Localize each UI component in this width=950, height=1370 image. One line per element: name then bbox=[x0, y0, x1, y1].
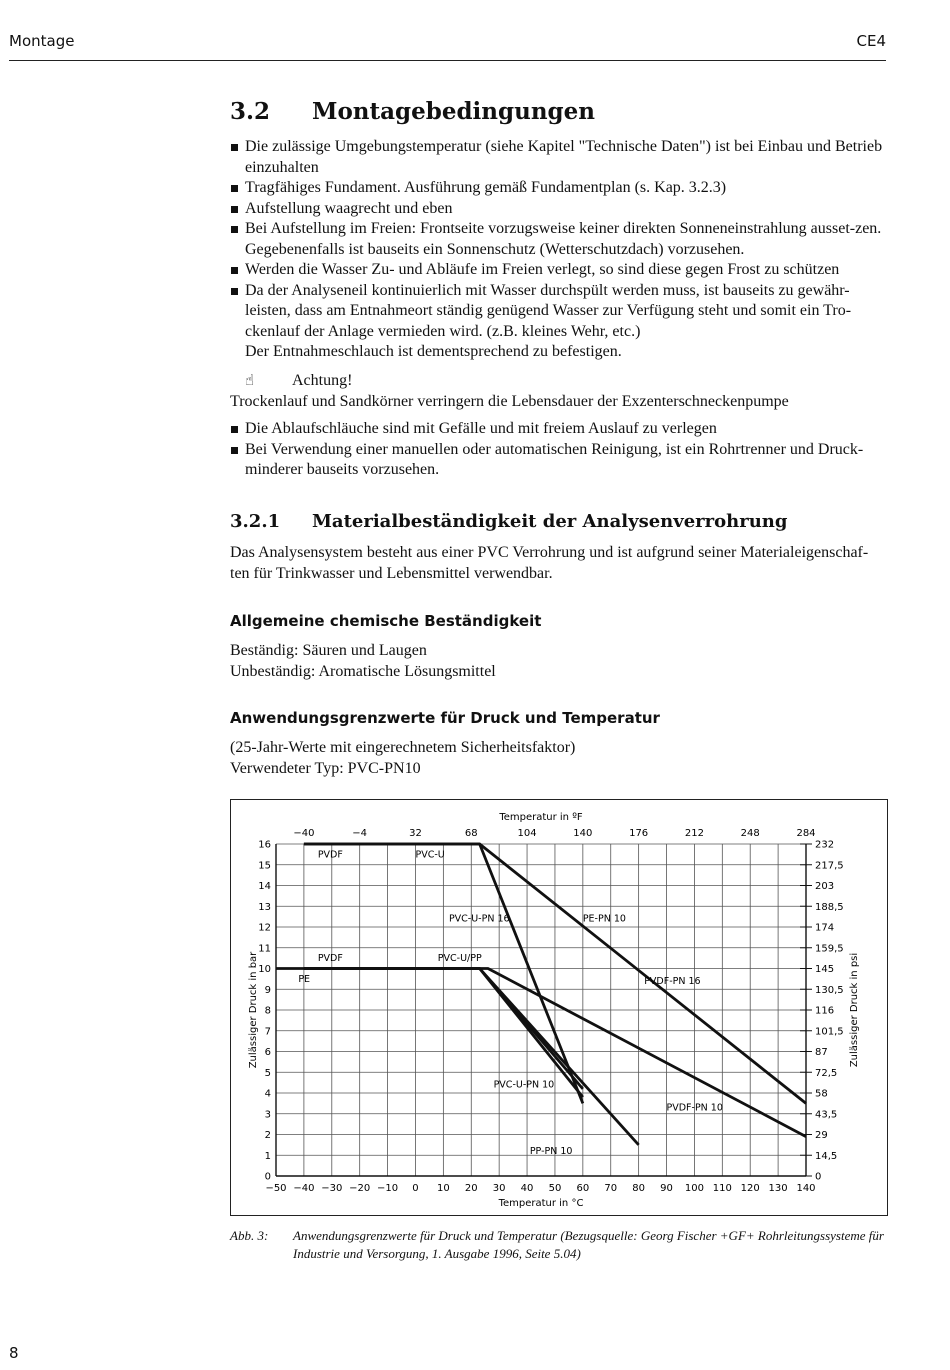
y-tick-label-right: 87 bbox=[815, 1047, 828, 1058]
y-axis-label: Zulässiger Druck in bar bbox=[248, 951, 259, 1069]
y-tick-label: 5 bbox=[264, 1067, 271, 1079]
y-tick-label: 4 bbox=[264, 1088, 271, 1100]
x-tick-label: −30 bbox=[321, 1183, 343, 1194]
list-item: Bei Aufstellung im Freien: Frontseite vorzugsweise keiner direkten Sonneneinstrahlung ausset-zen. Gegebenenfalls ist bauseits ein Sonnenschutz (Wetterschutzdach) vorzusehen. bbox=[230, 219, 887, 260]
attention-text: Trockenlauf und Sandkörner verringern die Lebensdauer der Exzenterschneckenpumpe bbox=[230, 392, 789, 410]
x-axis-label-top: Temperatur in ºF bbox=[499, 812, 583, 823]
x-tick-label: 120 bbox=[740, 1183, 760, 1194]
x-tick-label: 40 bbox=[520, 1183, 534, 1194]
chart-annotation: PVDF-PN 10 bbox=[666, 1102, 723, 1114]
y-tick-label: 16 bbox=[258, 839, 271, 851]
y-tick-label: 0 bbox=[264, 1171, 271, 1183]
y-tick-label-right: 159,5 bbox=[815, 943, 844, 955]
y-tick-label-right: 130,5 bbox=[815, 984, 844, 996]
list-item: Werden die Wasser Zu- und Abläufe im Freien verlegt, so sind diese gegen Frost zu schützen bbox=[230, 260, 887, 281]
x-tick-label-top: −40 bbox=[293, 828, 315, 839]
x-tick-label: −10 bbox=[377, 1183, 399, 1194]
x-axis-label: Temperatur in °C bbox=[498, 1198, 584, 1209]
chemical-resistance-text bbox=[230, 641, 496, 682]
hand-pointer-icon: ☝ bbox=[245, 371, 255, 389]
y-tick-label: 14 bbox=[258, 881, 271, 892]
y-tick-label-right: 14,5 bbox=[815, 1150, 838, 1162]
y-tick-label: 7 bbox=[264, 1026, 271, 1038]
list-item: Bei Verwendung einer manuellen oder automatischen Reinigung, ist ein Rohrtrenner und Druck-minderer bauseits vorzusehen. bbox=[230, 440, 887, 481]
y-tick-label-right: 174 bbox=[815, 922, 835, 934]
y-tick-label: 11 bbox=[258, 943, 271, 955]
bullet-list-2 bbox=[230, 419, 887, 481]
x-tick-label-top: 284 bbox=[796, 828, 816, 839]
section-number: 3.2 bbox=[230, 98, 271, 125]
list-item: Die zulässige Umgebungstemperatur (siehe Kapitel "Technische Daten") ist bei Einbau und Betrieb einzuhalten bbox=[230, 137, 887, 178]
x-tick-label-top: 104 bbox=[517, 828, 537, 839]
x-tick-label: 100 bbox=[684, 1183, 704, 1194]
chart-annotation: PE bbox=[298, 973, 311, 985]
x-tick-label: 60 bbox=[576, 1183, 590, 1194]
chart-frame bbox=[230, 799, 888, 1216]
caption-text: Anwendungsgrenzwerte für Druck und Temperatur (Bezugsquelle: Georg Fischer +GF+ Rohrleitungssysteme für Industrie und Versorgung, 1. Ausgabe 1996, Seite 5.04) bbox=[293, 1228, 884, 1261]
y-tick-label: 12 bbox=[258, 922, 271, 934]
x-tick-label-top: 32 bbox=[409, 828, 422, 839]
page-number: 8 bbox=[9, 1344, 19, 1362]
subsection-title: Materialbeständigkeit der Analysenverrohrung bbox=[312, 511, 788, 532]
y-tick-label-right: 116 bbox=[815, 1005, 835, 1017]
x-tick-label: 10 bbox=[437, 1183, 450, 1194]
list-item: Aufstellung waagrecht und eben bbox=[230, 199, 887, 220]
chart-annotation: PE-PN 10 bbox=[582, 913, 626, 925]
chart-annotation: PVC-U bbox=[415, 849, 445, 861]
x-tick-label-top: 248 bbox=[740, 828, 760, 839]
x-tick-label: 80 bbox=[632, 1183, 645, 1194]
subsection-number: 3.2.1 bbox=[230, 511, 281, 532]
chem-line: Unbeständig: Aromatische Lösungsmittel bbox=[230, 662, 496, 680]
y-tick-label-right: 29 bbox=[815, 1130, 828, 1141]
caption-label: Abb. 3: bbox=[230, 1228, 269, 1243]
x-tick-label-top: 140 bbox=[573, 828, 593, 839]
x-tick-label: 0 bbox=[412, 1183, 419, 1194]
y-tick-label-right: 232 bbox=[815, 839, 835, 851]
y-tick-label: 1 bbox=[264, 1150, 271, 1162]
y-tick-label-right: 101,5 bbox=[815, 1026, 844, 1038]
limits-text bbox=[230, 738, 575, 779]
x-tick-label-top: 68 bbox=[464, 828, 478, 839]
x-tick-label: 30 bbox=[492, 1183, 506, 1194]
x-tick-label: 110 bbox=[712, 1183, 732, 1194]
y-tick-label-right: 58 bbox=[815, 1088, 828, 1100]
list-item: Da der Analyseneil kontinuierlich mit Wasser durchspült werden muss, ist bauseits zu gewähr-leisten, dass am Entnahmeort ständig genügend Wasser zur Verfügung steht und somit ein Tro-ckenlauf der Anlage vermieden wird. (z.B. kleines Wehr, etc.) bbox=[230, 281, 887, 343]
chem-line: Beständig: Säuren und Laugen bbox=[230, 642, 427, 659]
y-tick-label: 2 bbox=[264, 1130, 271, 1141]
y-tick-label: 10 bbox=[258, 964, 271, 975]
x-tick-label: 140 bbox=[796, 1183, 816, 1194]
header-rule bbox=[9, 60, 886, 61]
x-tick-label-top: −4 bbox=[352, 828, 368, 839]
y-tick-label-right: 217,5 bbox=[815, 860, 844, 872]
chart-annotation: PVDF bbox=[317, 953, 343, 965]
chart-annotation: PP-PN 10 bbox=[529, 1146, 573, 1158]
chart-annotation: PVC-U-PN 16 bbox=[448, 913, 510, 925]
chart-annotation: PVC-U/PP bbox=[437, 953, 482, 965]
x-tick-label: −40 bbox=[293, 1183, 315, 1194]
attention-note bbox=[230, 370, 885, 412]
y-tick-label-right: 43,5 bbox=[815, 1109, 838, 1121]
attention-label: Achtung! bbox=[292, 372, 353, 389]
x-tick-label-top: 212 bbox=[684, 828, 704, 839]
heading-chemical-resistance: Allgemeine chemische Beständigkeit bbox=[230, 612, 542, 630]
heading-limits: Anwendungsgrenzwerte für Druck und Temperatur bbox=[230, 709, 660, 727]
limits-line: Verwendeter Typ: PVC-PN10 bbox=[230, 759, 421, 777]
y-tick-label: 3 bbox=[264, 1109, 271, 1121]
y-tick-label-right: 72,5 bbox=[815, 1067, 838, 1079]
chart-annotation: PVDF-PN 16 bbox=[644, 975, 701, 987]
section-heading bbox=[230, 98, 595, 125]
header-left: Montage bbox=[9, 32, 75, 50]
x-tick-label: 90 bbox=[660, 1183, 673, 1194]
y-tick-label-right: 203 bbox=[815, 881, 835, 892]
y-axis-label-right: Zulässiger Druck in psi bbox=[849, 952, 860, 1068]
x-tick-label: 70 bbox=[604, 1183, 618, 1194]
header-right: CE4 bbox=[856, 32, 886, 50]
x-tick-label: −20 bbox=[349, 1183, 371, 1194]
paragraph-material: Das Analysensystem besteht aus einer PVC Verrohrung und ist aufgrund seiner Materialeigenschaf-ten für Trinkwasser und Lebensmittel verwendbar. bbox=[230, 544, 869, 582]
y-tick-label: 15 bbox=[258, 860, 271, 872]
y-tick-label: 6 bbox=[264, 1047, 271, 1058]
bullet-continuation: Der Entnahmeschlauch ist dementsprechend zu befestigen. bbox=[245, 343, 622, 360]
y-tick-label-right: 188,5 bbox=[815, 901, 844, 913]
pressure-temperature-chart bbox=[231, 800, 887, 1215]
y-tick-label-right: 0 bbox=[815, 1171, 822, 1183]
section-title: Montagebedingungen bbox=[312, 98, 595, 125]
bullet-list-1 bbox=[230, 137, 887, 363]
x-tick-label: 50 bbox=[548, 1183, 562, 1194]
y-tick-label: 8 bbox=[264, 1005, 271, 1017]
x-tick-label: 130 bbox=[768, 1183, 788, 1194]
subsection-heading bbox=[230, 511, 787, 532]
list-item: Die Ablaufschläuche sind mit Gefälle und mit freiem Auslauf zu verlegen bbox=[230, 419, 887, 440]
y-tick-label: 9 bbox=[264, 984, 271, 996]
list-item: Tragfähiges Fundament. Ausführung gemäß Fundamentplan (s. Kap. 3.2.3) bbox=[230, 178, 887, 199]
x-tick-label: −50 bbox=[265, 1183, 287, 1194]
limits-line: (25-Jahr-Werte mit eingerechnetem Sicherheitsfaktor) bbox=[230, 739, 576, 756]
chart-annotation: PVDF bbox=[317, 849, 343, 861]
y-tick-label: 13 bbox=[258, 901, 271, 913]
x-tick-label-top: 176 bbox=[629, 828, 649, 839]
x-tick-label: 20 bbox=[464, 1183, 478, 1194]
chart-annotation: PVC-U-PN 10 bbox=[493, 1079, 555, 1091]
y-tick-label-right: 145 bbox=[815, 964, 835, 975]
